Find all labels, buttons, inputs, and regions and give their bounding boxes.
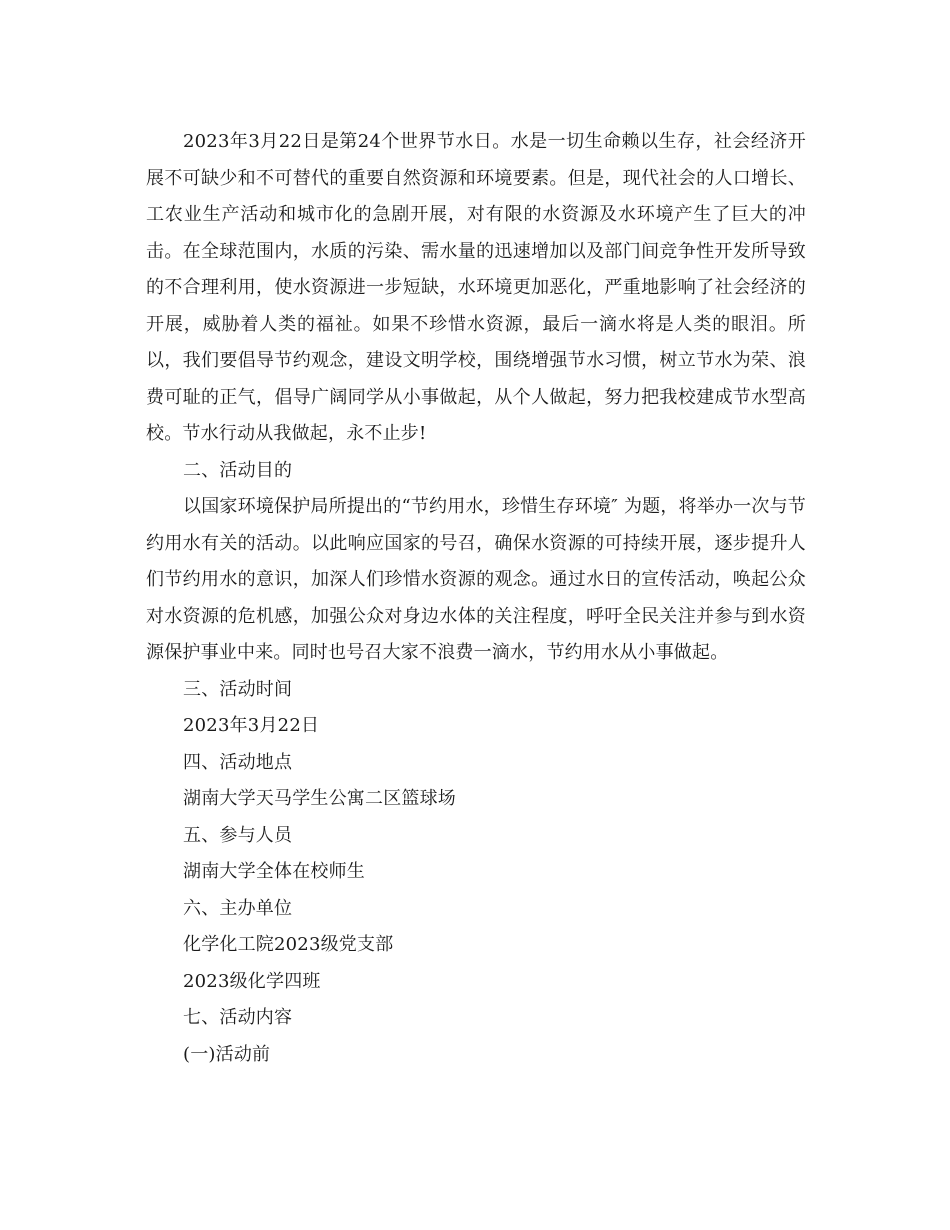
section-heading-content: 七、活动内容	[183, 1007, 293, 1028]
section-heading-time: 三、活动时间	[183, 678, 293, 700]
purpose-paragraph: 以国家环境保护局所提出的“节约用水，珍惜生存环境″ 为题，将举办一次与节约用水有关的活动。以此响应国家的号召，确保水资源的可持续开展，逐步提升人们节约用水的意识，加深人们珍惜水资源的观念。通过水日的宣传活动，唤起公众对水资源的危机感，加强公众对身边水体的关注程度，呼吁全民关注并参与到水资源保护事业中来。同时也号召大家不浪费一滴水，节约用水从小事做起。	[146, 496, 806, 663]
activity-location: 湖南大学天马学生公寓二区篮球场	[183, 788, 456, 809]
intro-paragraph: 2023年3月22日是第24个世界节水日。水是一切生命赖以生存，社会经济开展不可缺少和不可替代的重要自然资源和环境要素。但是，现代社会的人口增长、工农业生产活动和城市化的急剧开展，对有限的水资源及水环境产生了巨大的冲击。在全球范围内，水质的污染、需水量的迅速增加以及部门间竞争性开发所导致的不合理利用，使水资源进一步短缺，水环境更加恶化，严重地影响了社会经济的开展，威胁着人类的福祉。如果不珍惜水资源，最后一滴水将是人类的眼泪。所以，我们要倡导节约观念，建设文明学校，围绕增强节水习惯，树立节水为荣、浪费可耻的正气，倡导广阔同学从小事做起，从个人做起，努力把我校建成节水型高校。节水行动从我做起，永不止步!	[146, 131, 806, 444]
section-heading-location: 四、活动地点	[183, 751, 293, 773]
document-body	[146, 124, 806, 1073]
subsection-before-activity: (一)活动前	[183, 1043, 271, 1065]
section-heading-participants: 五、参与人员	[183, 824, 293, 846]
activity-participants: 湖南大学全体在校师生	[183, 861, 365, 882]
section-heading-organizer: 六、主办单位	[183, 897, 293, 919]
organizer-2: 2023级化学四班	[183, 970, 321, 992]
section-heading-purpose: 二、活动目的	[183, 459, 293, 481]
activity-time: 2023年3月22日	[183, 715, 320, 736]
organizer-1: 化学化工院2023级党支部	[183, 934, 394, 955]
